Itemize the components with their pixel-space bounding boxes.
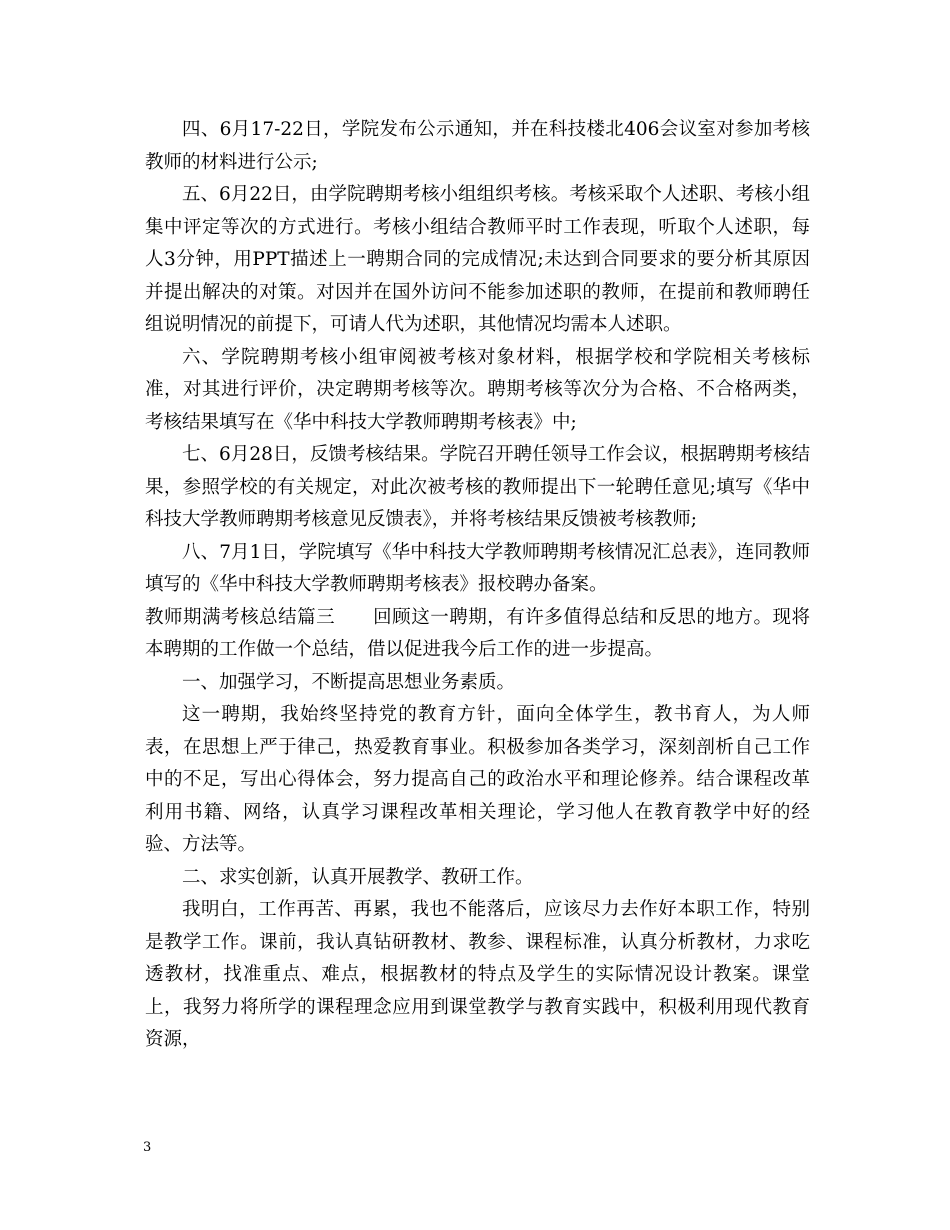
- paragraph-summary-part-3-intro: 教师期满考核总结篇三 回顾这一聘期，有许多值得总结和反思的地方。现将本聘期的工作做一个总结，借以促进我今后工作的进一步提高。: [145, 606, 810, 660]
- paragraph-assessment-step-4: 四、6月17-22日，学院发布公示通知，并在科技楼北406会议室对参加考核教师的材料进行公示;: [145, 119, 810, 173]
- document-body: [145, 114, 810, 1057]
- page-number: 3: [143, 1140, 152, 1155]
- paragraph-study: 这一聘期，我始终坚持党的教育方针，面向全体学生，教书育人，为人师表，在思想上严于律己，热爱教育事业。积极参加各类学习，深刻剖析自己工作中的不足，写出心得体会，努力提高自己的政治水平和理论修养。结合课程改革利用书籍、网络，认真学习课程改革相关理论，学习他人在教育教学中好的经验、方法等。: [145, 704, 810, 855]
- paragraph-assessment-step-8: 八、7月1日，学院填写《华中科技大学教师聘期考核情况汇总表》，连同教师填写的《华中科技大学教师聘期考核表》报校聘办备案。: [145, 541, 810, 595]
- paragraph-assessment-step-7: 七、6月28日，反馈考核结果。学院召开聘任领导工作会议，根据聘期考核结果，参照学校的有关规定，对此次被考核的教师提出下一轮聘任意见;填写《华中科技大学教师聘期考核意见反馈表》，并将考核结果反馈被考核教师;: [145, 444, 810, 530]
- paragraph-assessment-step-6: 六、学院聘期考核小组审阅被考核对象材料，根据学校和学院相关考核标准，对其进行评价，决定聘期考核等次。聘期考核等次分为合格、不合格两类，考核结果填写在《华中科技大学教师聘期考核表》中;: [145, 346, 810, 433]
- paragraph-assessment-step-5: 五、6月22日，由学院聘期考核小组组织考核。考核采取个人述职、考核小组集中评定等次的方式进行。考核小组结合教师平时工作表现，听取个人述职，每人3分钟，用PPT描述上一聘期合同的完成情况;未达到合同要求的要分析其原因并提出解决的对策。对因并在国外访问不能参加述职的教师，在提前和教师聘任组说明情况的前提下，可请人代为述职，其他情况均需本人述职。: [145, 184, 810, 335]
- section-heading-teaching: 二、求实创新，认真开展教学、教研工作。: [182, 866, 534, 888]
- section-heading-study: 一、加强学习，不断提高思想业务素质。: [182, 671, 516, 693]
- paragraph-teaching: 我明白，工作再苦、再累，我也不能落后，应该尽力去作好本职工作，特别是教学工作。课前，我认真钻研教材、教参、课程标准，认真分析教材，力求吃透教材，找准重点、难点，根据教材的特点及学生的实际情况设计教案。课堂上，我努力将所学的课程理念应用到课堂教学与教育实践中，积极利用现代教育资源，: [145, 899, 810, 1050]
